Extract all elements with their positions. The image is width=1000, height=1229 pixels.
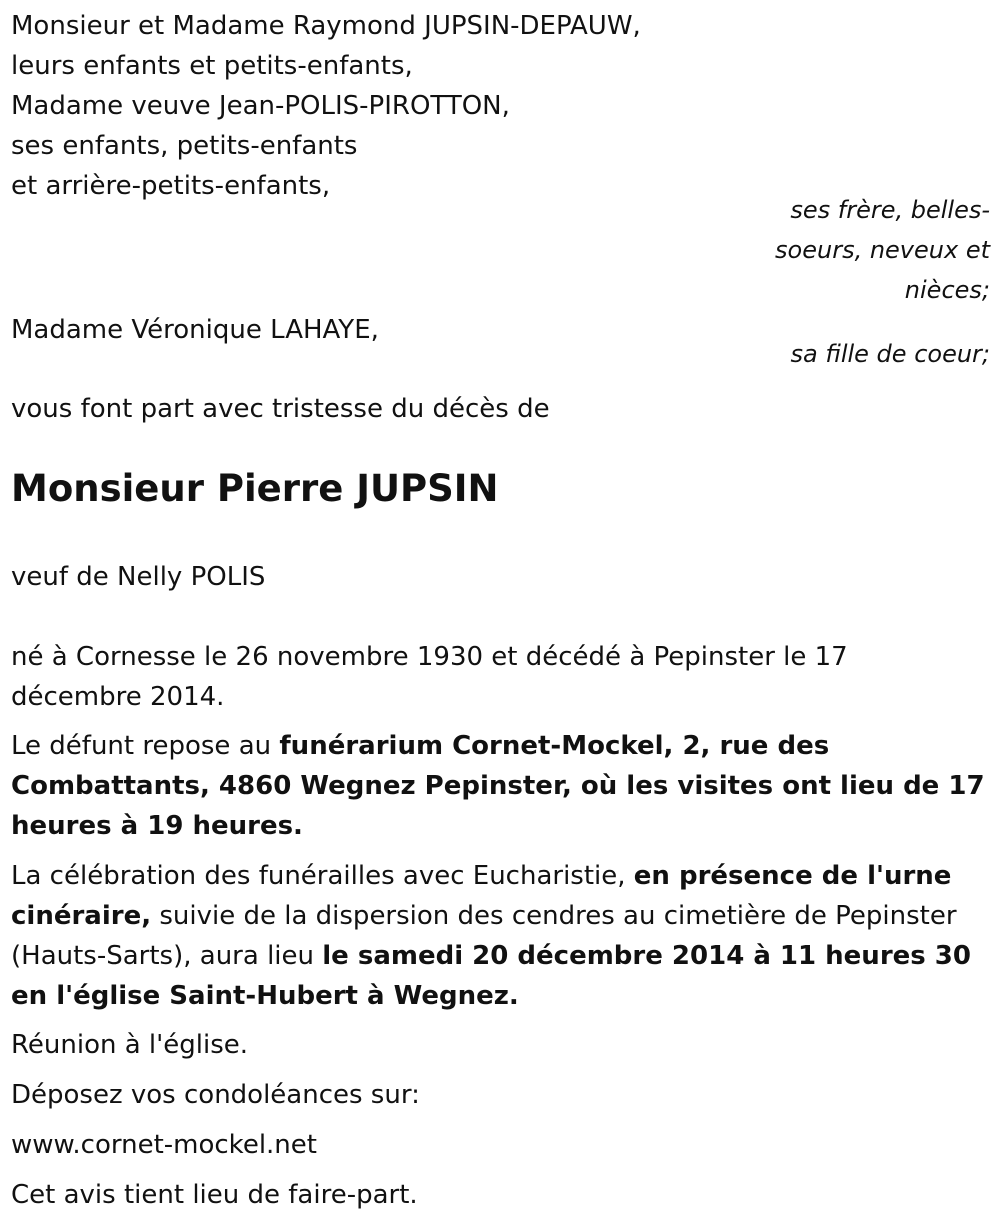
deceased-name: Monsieur Pierre JUPSIN xyxy=(11,467,499,510)
ceremony-urn: en présence de l'urne cinéraire, xyxy=(11,861,952,931)
family-line-4: ses enfants, petits-enfants xyxy=(11,131,358,161)
widower-line: veuf de Nelly POLIS xyxy=(11,562,266,592)
condolences-line: Déposez vos condoléances sur: xyxy=(11,1080,420,1110)
ceremony-date-place: le samedi 20 décembre 2014 à 11 heures 30 en l'église Saint-Hubert à Wegnez. xyxy=(11,941,971,1011)
reunion-line: Réunion à l'église. xyxy=(11,1030,249,1060)
ceremony-text-1: La célébration des funérailles avec Eucharistie, xyxy=(11,861,634,891)
family-line-1: Monsieur et Madame Raymond JUPSIN-DEPAUW, xyxy=(11,11,641,41)
family-line-3: Madame veuve Jean-POLIS-PIROTTON, xyxy=(11,91,510,121)
relation-1-line-3: nièces; xyxy=(904,276,990,304)
family-line-2: leurs enfants et petits-enfants, xyxy=(11,51,413,81)
repose-paragraph xyxy=(11,726,986,846)
ceremony-text-2: suivie de la dispersion des cendres au cimetière de Pepinster (Hauts-Sarts), aura lieu xyxy=(11,901,957,971)
ceremony-paragraph xyxy=(11,856,986,1016)
relation-2: sa fille de coeur; xyxy=(790,340,990,368)
website-link[interactable]: www.cornet-mockel.net xyxy=(11,1130,317,1160)
repose-location: funérarium Cornet-Mockel, 2, rue des Combattants, 4860 Wegnez Pepinster, où les visites ont lieu de 17 heures à 19 heures. xyxy=(11,731,985,841)
family-line-6: Madame Véronique LAHAYE, xyxy=(11,315,379,345)
birth-death-line-1: né à Cornesse le 26 novembre 1930 et décédé à Pepinster le 17 xyxy=(11,642,848,672)
notice-line: Cet avis tient lieu de faire-part. xyxy=(11,1180,418,1210)
relation-1-line-2: soeurs, neveux et xyxy=(775,236,990,264)
family-line-5: et arrière-petits-enfants, xyxy=(11,171,331,201)
repose-intro: Le défunt repose au xyxy=(11,731,280,761)
relation-1-line-1: ses frère, belles- xyxy=(790,196,990,224)
announcement: vous font part avec tristesse du décès de xyxy=(11,394,550,424)
birth-death-line-2: décembre 2014. xyxy=(11,682,225,712)
